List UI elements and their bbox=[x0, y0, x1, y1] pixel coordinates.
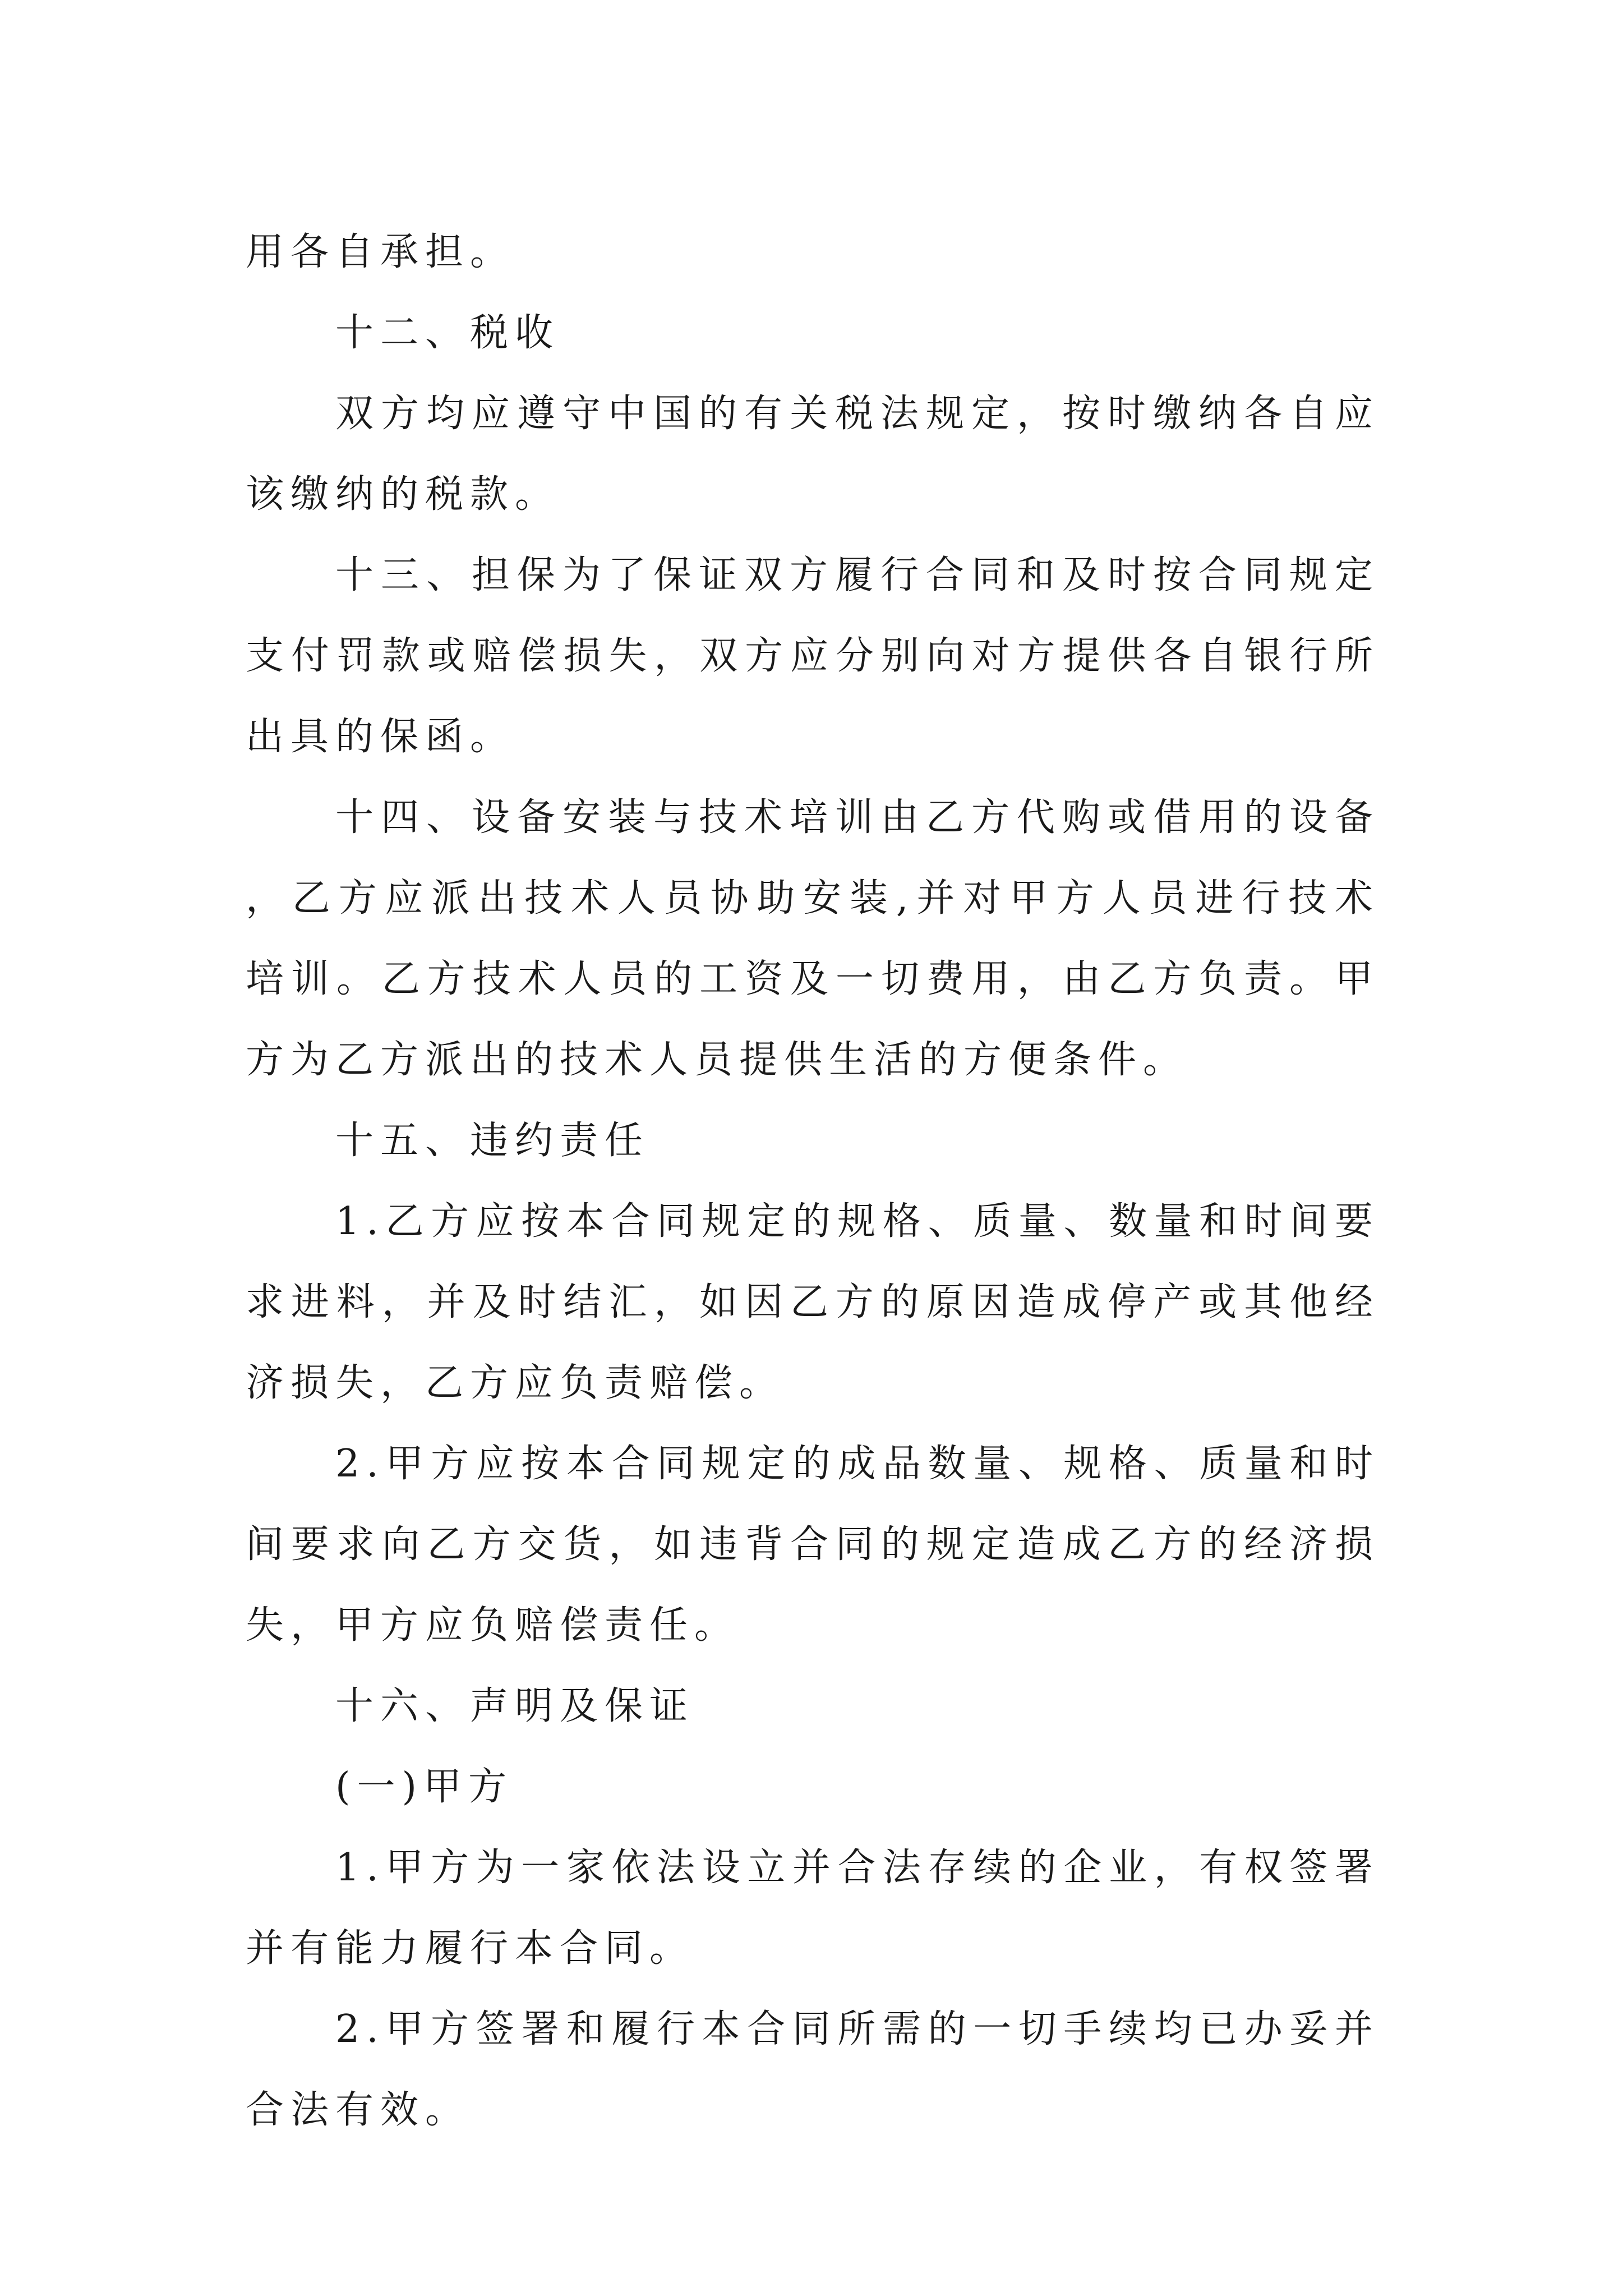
section-heading-liability: 十五、违约责任 bbox=[335, 1119, 650, 1163]
paragraph-tax: 双方均应遵守中国的有关税法规定，按时缴纳各自应该缴纳的税款。 bbox=[246, 392, 1380, 517]
paragraph-continuation: 用各自承担。 bbox=[246, 230, 515, 274]
paragraph-guarantee: 十三、担保为了保证双方履行合同和及时按合同规定支付罚款或赔偿损失，双方应分别向对方提供各自银行所出具的保函。 bbox=[246, 553, 1380, 759]
section-heading-declarations: 十六、声明及保证 bbox=[335, 1684, 695, 1728]
paragraph-liability-1: 1.乙方应按本合同规定的规格、质量、数量和时间要求进料，并及时结汇，如因乙方的原因造成停产或其他经济损失，乙方应负责赔偿。 bbox=[246, 1199, 1380, 1405]
paragraph-declaration-1: 1.甲方为一家依法设立并合法存续的企业，有权签署并有能力履行本合同。 bbox=[246, 1846, 1380, 1971]
paragraph-equipment-training: 十四、设备安装与技术培训由乙方代购或借用的设备，乙方应派出技术人员协助安装,并对甲方人员进行技术培训。乙方技术人员的工资及一切费用，由乙方负责。甲方为乙方派出的技术人员提供生活的方便条件。 bbox=[246, 795, 1380, 1082]
paragraph-declaration-2: 2.甲方签署和履行本合同所需的一切手续均已办妥并合法有效。 bbox=[246, 2007, 1380, 2132]
section-heading-tax: 十二、税收 bbox=[335, 311, 560, 355]
paragraph-liability-2: 2.甲方应按本合同规定的成品数量、规格、质量和时间要求向乙方交货，如违背合同的规定造成乙方的经济损失，甲方应负赔偿责任。 bbox=[246, 1442, 1380, 1648]
subheading-party-a: (一)甲方 bbox=[335, 1765, 514, 1809]
document-body bbox=[246, 212, 1380, 2151]
